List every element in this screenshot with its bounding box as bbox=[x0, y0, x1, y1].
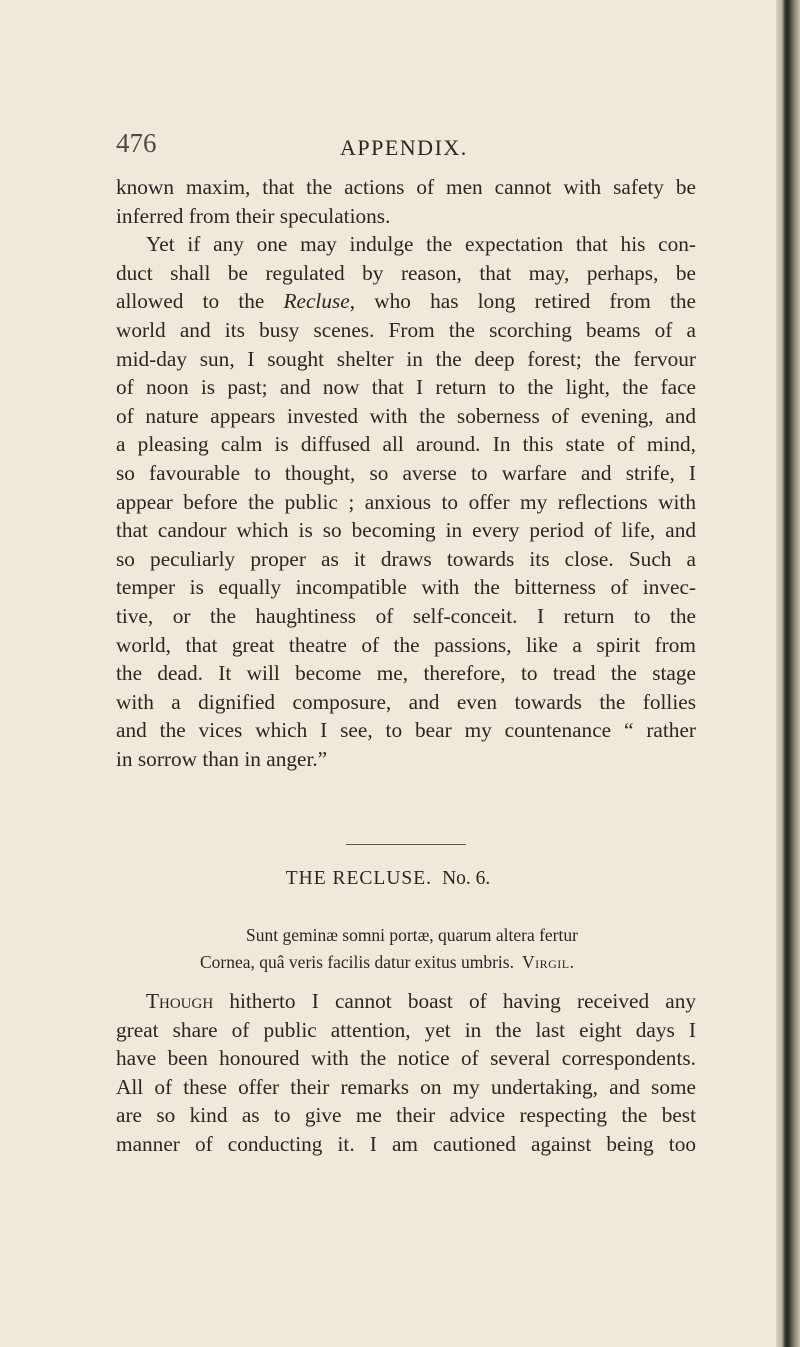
section-heading bbox=[0, 868, 776, 890]
text-line: inferred from their speculations. bbox=[116, 203, 391, 228]
italic-title: Recluse bbox=[283, 289, 350, 314]
book-binding-edge bbox=[776, 0, 800, 1347]
text-line: the dead. It will become me, therefore, to tread the stage bbox=[116, 661, 696, 686]
text-line: world and its busy scenes. From the scorching beams of a bbox=[116, 317, 696, 342]
section-divider bbox=[346, 844, 466, 845]
page-number: 476 bbox=[116, 128, 157, 158]
text-line: so peculiarly proper as it draws towards its close. Such a bbox=[116, 546, 696, 571]
paragraph-continued bbox=[116, 173, 696, 773]
text-line: Yet if any one may indulge the expectation that his con- bbox=[146, 232, 696, 257]
text-line: mid-day sun, I sought shelter in the deep forest; the fervour bbox=[116, 346, 696, 371]
text-line: great share of public attention, yet in the last eight days I bbox=[116, 1017, 696, 1042]
text-line: All of these offer their remarks on my undertaking, and some bbox=[116, 1074, 696, 1099]
text-line: manner of conducting it. I am cautioned against being too bbox=[116, 1131, 696, 1156]
text-line: of nature appears invested with the soberness of evening, and bbox=[116, 403, 696, 428]
epigraph bbox=[200, 922, 760, 976]
text-line: in sorrow than in anger.” bbox=[116, 746, 328, 771]
text-line: so favourable to thought, so averse to warfare and strife, I bbox=[116, 460, 696, 485]
text-line: Though hitherto I cannot boast of having received any bbox=[146, 989, 696, 1013]
text-line: known maxim, that the actions of men cannot with safety be bbox=[116, 175, 696, 199]
text-line: appear before the public ; anxious to offer my reflections with bbox=[116, 489, 696, 514]
page-header bbox=[0, 128, 776, 168]
paragraph-though bbox=[116, 987, 696, 1159]
section-title: THE RECLUSE. bbox=[285, 868, 433, 889]
paragraph-yet-if bbox=[116, 230, 696, 773]
epigraph-line-with-attribution bbox=[200, 949, 760, 976]
text-line: with a dignified composure, and even towards the follies bbox=[116, 689, 696, 714]
text-line: and the vices which I see, to bear my countenance “ rather bbox=[116, 718, 696, 743]
text-line: a pleasing calm is diffused all around. In this state of mind, bbox=[116, 432, 696, 457]
opening-word: Though bbox=[146, 989, 214, 1013]
text-line: are so kind as to give me their advice respecting the best bbox=[116, 1103, 696, 1128]
section-number: No. 6. bbox=[442, 868, 491, 889]
text-line: have been honoured with the notice of several correspondents. bbox=[116, 1046, 696, 1071]
text-line: temper is equally incompatible with the bitterness of invec- bbox=[116, 575, 696, 600]
text-line: duct shall be regulated by reason, that may, perhaps, be bbox=[116, 260, 696, 285]
text-line-with-italic: allowed to the Recluse, who has long retired from the bbox=[116, 289, 696, 314]
text-line: of noon is past; and now that I return to the light, the face bbox=[116, 375, 696, 400]
epigraph-attribution: Virgil. bbox=[521, 952, 575, 972]
text-line: world, that great theatre of the passions, like a spirit from bbox=[116, 632, 696, 657]
text-line: tive, or the haughtiness of self-conceit. I return to the bbox=[116, 603, 696, 628]
text-line: that candour which is so becoming in every period of life, and bbox=[116, 518, 696, 543]
running-head: APPENDIX. bbox=[340, 135, 468, 160]
epigraph-line: Cornea, quâ veris facilis datur exitus umbris. bbox=[200, 952, 514, 972]
epigraph-line: Sunt geminæ somni portæ, quarum altera fertur bbox=[246, 925, 578, 945]
